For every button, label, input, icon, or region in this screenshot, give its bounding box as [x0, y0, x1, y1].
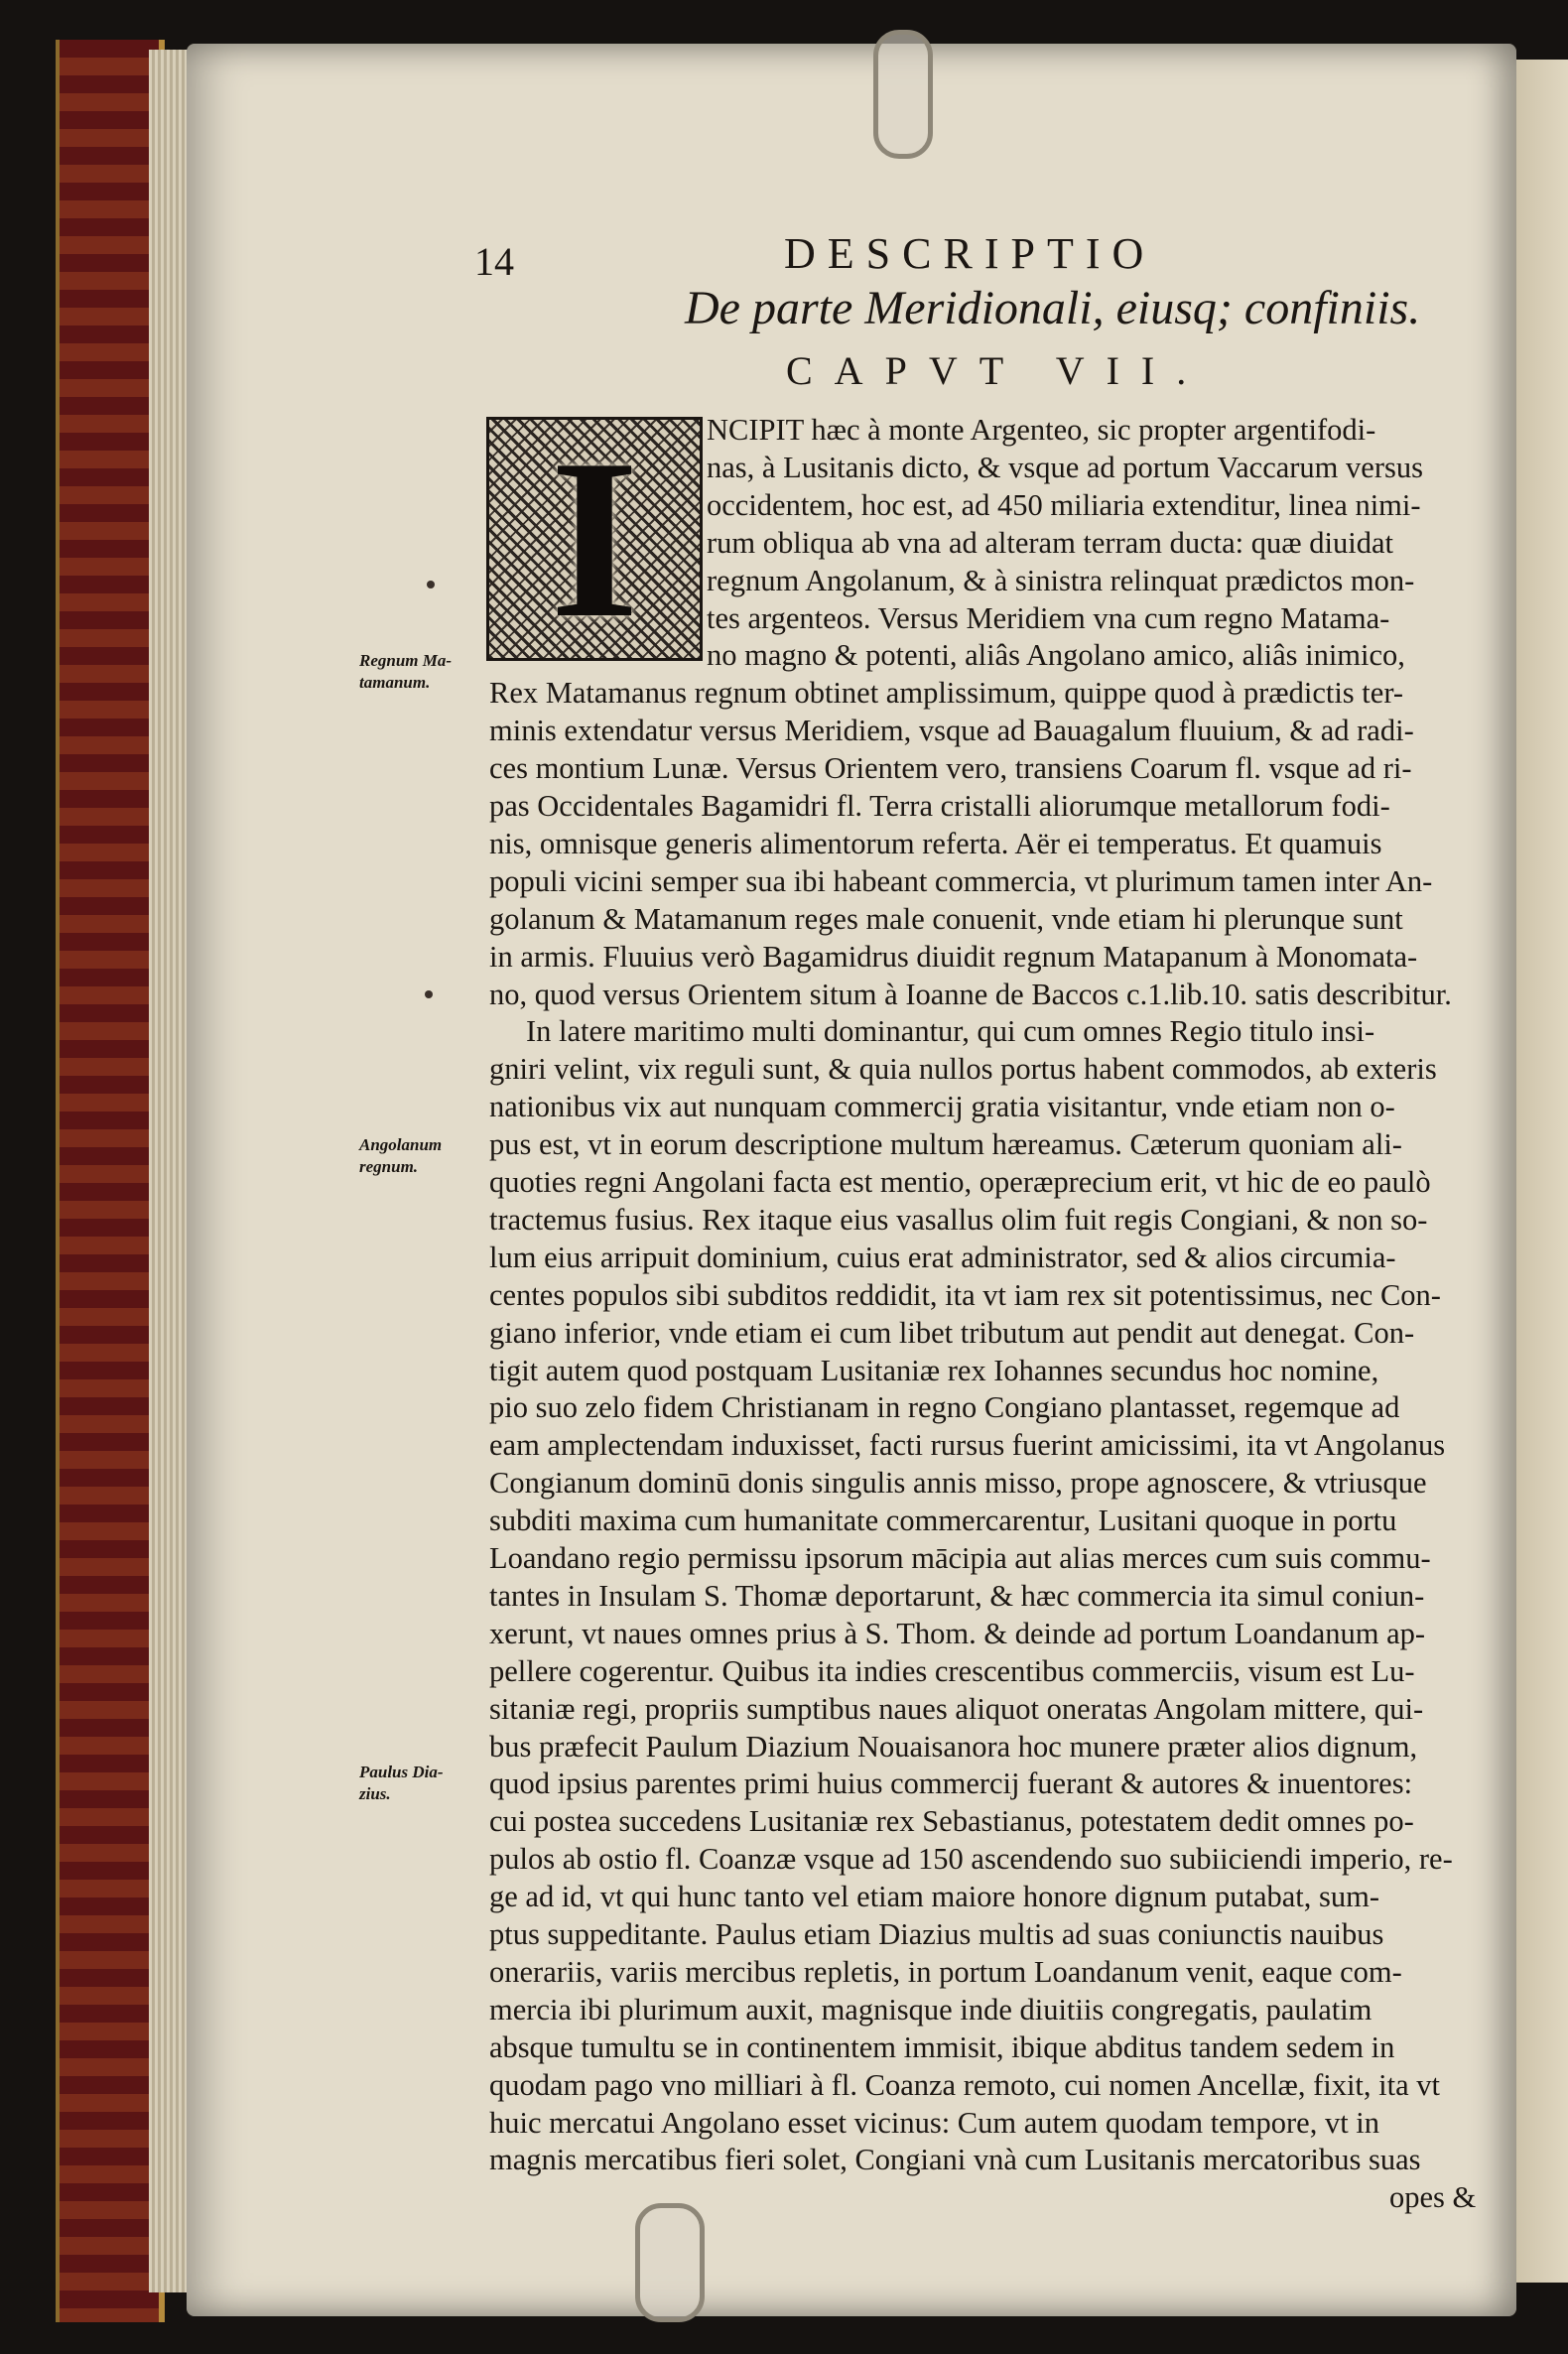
text-line: tantes in Insulam S. Thomæ deportarunt, & hæc commercia ita simul coniun- [489, 1578, 1425, 1613]
text-line: Rex Matamanus regnum obtinet amplissimum, quippe quod à prædictis ter- [489, 676, 1404, 711]
text-line: golanum & Matamanum reges male conuenit, vnde etiam hi plerunque sunt [489, 901, 1403, 936]
text-line: ces montium Lunæ. Versus Orientem vero, transiens Coarum fl. vsque ad ri- [489, 751, 1412, 786]
text-line: subditi maxima cum humanitate commercarentur, Lusitani quoque in portu [489, 1504, 1397, 1538]
decorated-initial [486, 412, 703, 665]
text-line: populi vicini semper sua ibi habeant commercia, vt plurimum tamen inter An- [489, 863, 1433, 898]
text-line: Congianum dominū donis singulis annis misso, prope agnoscere, & vtriusque [489, 1466, 1427, 1501]
section-title: De parte Meridionali, eiusq; confiniis. [685, 282, 1421, 334]
text-line: gniri velint, vix reguli sunt, & quia nullos portus habent commodos, ab exteris [489, 1052, 1437, 1087]
text-line: no, quod versus Orientem situm à Ioanne de Baccos c.1.lib.10. satis describitur. [489, 977, 1452, 1011]
text-line: cui postea succedens Lusitaniæ rex Sebastianus, potestatem dedit omnes po- [489, 1804, 1414, 1839]
page-clip-icon [635, 2203, 705, 2322]
text-line: magnis mercatibus fieri solet, Congiani vnà cum Lusitanis mercatoribus suas [489, 2143, 1421, 2177]
text-line: eam amplectendam induxisset, facti rursus fuerint amicissimi, ita vt Angolanus [489, 1428, 1446, 1463]
text-line: regnum Angolanum, & à sinistra relinquat prædictos mon- [707, 563, 1415, 597]
text-line: tractemus fusius. Rex itaque eius vasallus olim fuit regis Congiani, & non so- [489, 1202, 1428, 1237]
text-line: pas Occidentales Bagamidri fl. Terra cristalli aliorumque metallorum fodi- [489, 789, 1390, 823]
text-line: no magno & potenti, aliâs Angolano amico, aliâs inimico, [707, 638, 1405, 673]
text-line: pulos ab ostio fl. Coanzæ vsque ad 150 ascendendo suo subiiciendi imperio, re- [489, 1842, 1453, 1877]
text-line: occidentem, hoc est, ad 450 miliaria extenditur, linea nimi- [707, 487, 1421, 522]
text-line: pio suo zelo fidem Christianam in regno Congiano plantasset, regemque ad [489, 1390, 1400, 1425]
text-line: xerunt, vt naues omnes prius à S. Thom. & deinde ad portum Loandanum ap- [489, 1616, 1426, 1650]
text-line: ptus suppeditante. Paulus etiam Diazius multis ad suas coniunctis nauibus [489, 1917, 1384, 1951]
text-line: nis, omnisque generis alimentorum referta. Aër ei temperatus. Et quamuis [489, 826, 1382, 860]
margin-note: Angolanum regnum. [359, 1135, 443, 1176]
text-line: Loandano regio permissu ipsorum mācipia aut alias merces cum suis commu- [489, 1541, 1431, 1575]
ink-dot [425, 990, 433, 998]
text-line: lum eius arripuit dominium, cuius erat administrator, sed & alios circumia- [489, 1240, 1396, 1274]
text-line: pellere cogerentur. Quibus ita indies crescentibus commerciis, visum est Lu- [489, 1653, 1415, 1688]
chapter-heading: CAPVT VII. [786, 348, 1209, 393]
text-line: giano inferior, vnde etiam ei cum libet tributum aut pendit aut denegat. Con- [489, 1315, 1415, 1350]
text-line: ge ad id, vt qui hunc tanto vel etiam maiore honore dignum putabat, sum- [489, 1880, 1379, 1914]
text-line: tigit autem quod postquam Lusitaniæ rex Iohannes secundus hoc nomine, [489, 1353, 1379, 1387]
text-line: nas, à Lusitanis dicto, & vsque ad portum Vaccarum versus [707, 450, 1423, 484]
text-line: mercia ibi plurimum auxit, magnisque inde diuitiis congregatis, paulatim [489, 1992, 1372, 2027]
text-line: quodam pago vno milliari à fl. Coanza remoto, cui nomen Ancellæ, fixit, ita vt [489, 2067, 1440, 2102]
text-line: rum obliqua ab vna ad alteram terram ducta: quæ diuidat [707, 525, 1393, 560]
page-number: 14 [474, 239, 514, 284]
text-line: absque tumultu se in continentem immisit, ibique abditus tandem sedem in [489, 2029, 1395, 2064]
text-line: quoties regni Angolani facta est mentio, operæprecium erit, vt hic de eo paulò [489, 1165, 1431, 1199]
margin-note: Paulus Dia- zius. [359, 1763, 444, 1803]
text-line: sitaniæ regi, propriis sumptibus naues aliquot oneratas Angolam mittere, qui- [489, 1691, 1424, 1726]
text-line: pus est, vt in eorum descriptione multum hæreamus. Cæterum quoniam ali- [489, 1127, 1402, 1162]
text-line: quod ipsius parentes primi huius commercij fuerant & autores & inuentores: [489, 1766, 1413, 1801]
text-line: in armis. Fluuius verò Bagamidrus diuidit regnum Matapanum à Monomata- [489, 939, 1418, 974]
text-line: nationibus vix aut nunquam commercij gratia visitantur, vnde etiam non o- [489, 1090, 1395, 1124]
margin-note: Regnum Ma- tamanum. [359, 651, 453, 692]
page-clip-icon [873, 30, 933, 159]
text-line: In latere maritimo multi dominantur, qui cum omnes Regio titulo insi- [526, 1014, 1375, 1049]
catchword: opes & [1389, 2180, 1477, 2215]
running-title: DESCRIPTIO [784, 229, 1156, 278]
text-line: NCIPIT hæc à monte Argenteo, sic propter argentifodi- [707, 413, 1376, 447]
ink-dot [427, 581, 435, 588]
text-line: tes argenteos. Versus Meridiem vna cum regno Matama- [707, 600, 1390, 635]
text-line: bus præfecit Paulum Diazium Nouaisanora hoc munere præter alios dignum, [489, 1729, 1418, 1764]
text-line: onerariis, variis mercibus repletis, in portum Loandanum venit, eaque com- [489, 1954, 1402, 1989]
text-line: minis extendatur versus Meridiem, vsque ad Bauagalum fluuium, & ad radi- [489, 714, 1414, 748]
text-line: huic mercatui Angolano esset vicinus: Cum autem quodam tempore, vt in [489, 2105, 1380, 2140]
initial-letter: I [550, 412, 639, 665]
text-line: centes populos sibi subditos reddidit, ita vt iam rex sit potentissimus, nec Con- [489, 1277, 1441, 1312]
page-edges [149, 50, 189, 2292]
